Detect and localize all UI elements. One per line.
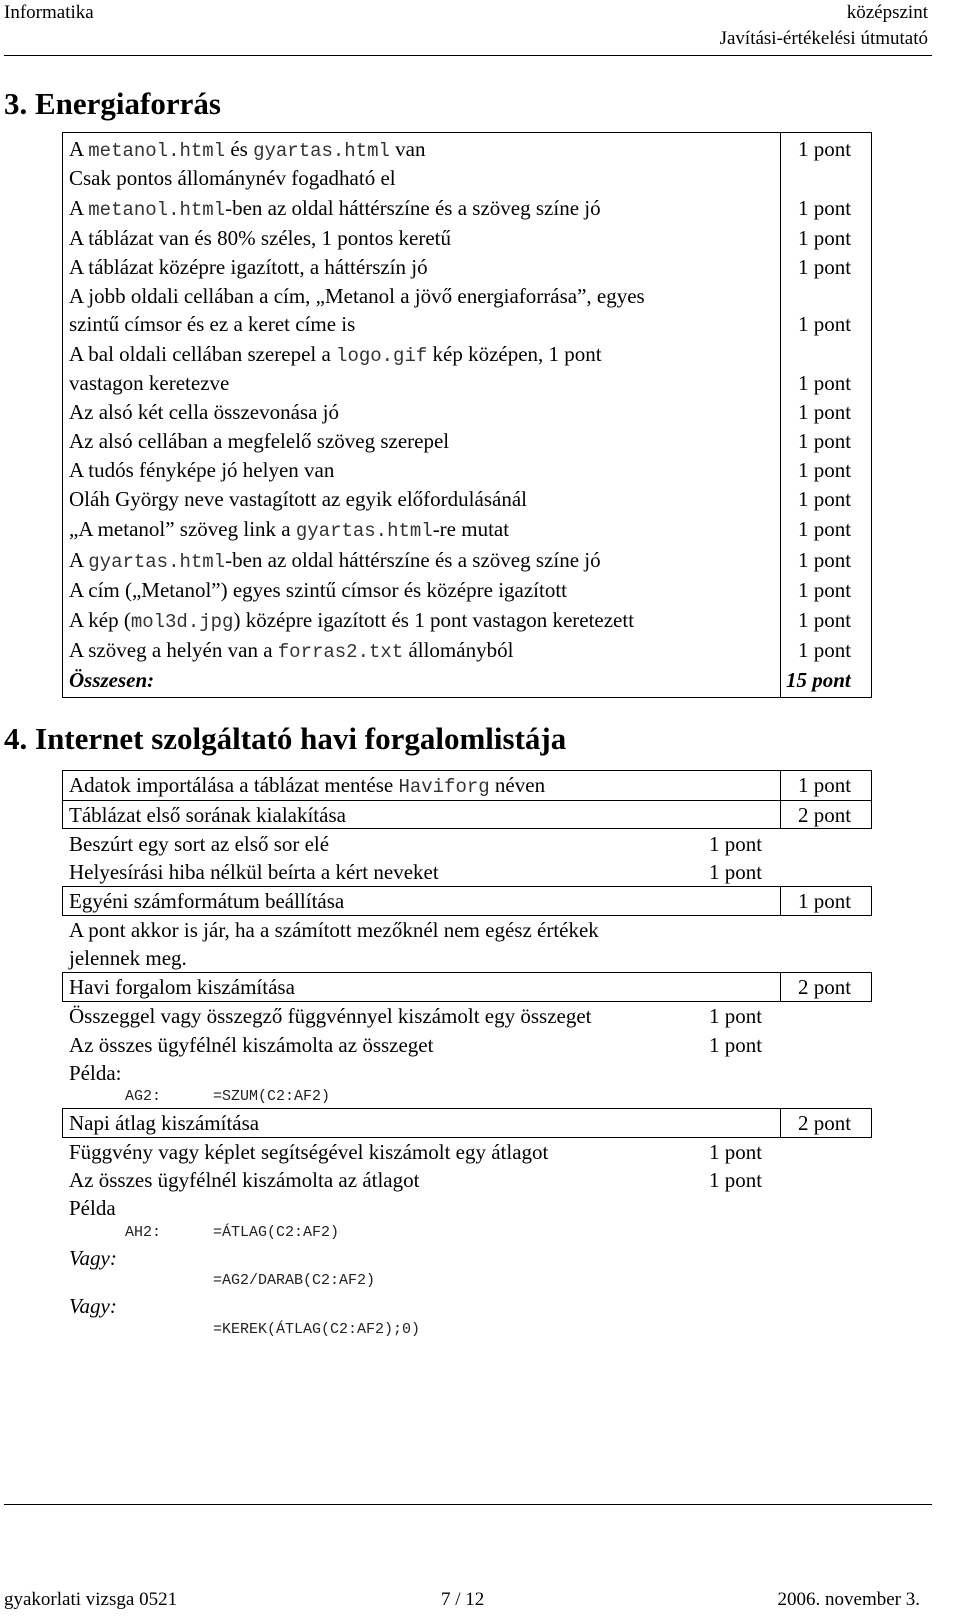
criterion-row: A metanol.html-ben az oldal háttérszíne és a szöveg színe jó: [69, 196, 601, 221]
criterion-row: Az alsó cellában a megfelelő szöveg szerepel: [69, 429, 450, 453]
criterion-row: A táblázat van és 80% széles, 1 pontos keretű: [69, 226, 451, 250]
footer-date: 2006. november 3.: [777, 1589, 920, 1610]
criterion-points: 1 pont: [798, 226, 852, 250]
criterion-points: 1 pont: [798, 371, 852, 395]
criterion-points: 1 pont: [798, 255, 852, 279]
criterion-points: 1 pont: [798, 548, 852, 572]
subtask-row: Függvény vagy képlet segítségével kiszámolt egy átlagot: [69, 1140, 549, 1164]
criterion-points: 1 pont: [798, 487, 852, 511]
header-rule: [4, 55, 932, 56]
section-3-title: 3. Energiaforrás: [4, 86, 221, 121]
section-3-table-divider: [780, 132, 781, 698]
criterion-row: A szöveg a helyén van a forras2.txt állományból: [69, 638, 514, 663]
criterion-points: 1 pont: [798, 312, 852, 336]
task-monthly-traffic: Havi forgalom kiszámítása: [69, 975, 295, 999]
subtask-points: 1 pont: [709, 1168, 763, 1192]
criterion-row: A cím („Metanol”) egyes szintű címsor és középre igazított: [69, 578, 568, 602]
example-label: Példa:: [69, 1061, 122, 1085]
task-note: A pont akkor is jár, ha a számított mezőknél nem egész értékek: [69, 918, 599, 942]
alternative-label: Vagy:: [69, 1294, 117, 1318]
criterion-points: 1 pont: [798, 578, 852, 602]
criterion-points: 1 pont: [798, 400, 852, 424]
section-4-title: 4. Internet szolgáltató havi forgalomlistája: [4, 721, 567, 756]
criterion-points: 1 pont: [798, 638, 852, 662]
criterion-row: „A metanol” szöveg link a gyartas.html-re mutat: [69, 517, 510, 542]
subtask-points: 1 pont: [709, 832, 763, 856]
total-points: 15 pont: [786, 668, 851, 692]
task-points: 1 pont: [798, 773, 852, 797]
criterion-points: 1 pont: [798, 517, 852, 541]
criterion-row: A bal oldali cellában szerepel a logo.gif kép középen, 1 pont: [69, 342, 602, 367]
subtask-row: Az összes ügyfélnél kiszámolta az összeget: [69, 1033, 434, 1057]
total-label: Összesen:: [69, 668, 155, 692]
criterion-row: A táblázat középre igazított, a háttérszín jó: [69, 255, 428, 279]
subtask-row: Összeggel vagy összegző függvénnyel kiszámolt egy összeget: [69, 1004, 592, 1028]
criterion-row-continued: szintű címsor és ez a keret címe is: [69, 312, 356, 336]
subtask-row: Beszúrt egy sort az első sor elé: [69, 832, 330, 856]
footer-exam: gyakorlati vizsga 0521: [4, 1589, 178, 1610]
task-box-divider: [780, 770, 781, 829]
task-import: Adatok importálása a táblázat mentése Haviforg néven: [69, 773, 546, 798]
subtask-points: 1 pont: [709, 1140, 763, 1164]
footer-rule: [4, 1504, 932, 1505]
example-formula: =SZUM(C2:AF2): [213, 1088, 331, 1105]
criterion-row: A kép (mol3d.jpg) középre igazított és 1 pont vastagon keretezett: [69, 608, 635, 633]
header-level: középszint: [846, 2, 928, 23]
criterion-row: Oláh György neve vastagított az egyik előfordulásánál: [69, 487, 527, 511]
criterion-row: A jobb oldali cellában a cím, „Metanol a jövő energiaforrása”, egyes: [69, 284, 645, 308]
task-points: 1 pont: [798, 889, 852, 913]
task-box-divider: [780, 972, 781, 1002]
subtask-row: Helyesírási hiba nélkül beírta a kért neveket: [69, 860, 439, 884]
criterion-points: 1 pont: [798, 196, 852, 220]
criterion-points: 1 pont: [798, 429, 852, 453]
criterion-row: A metanol.html és gyartas.html van: [69, 137, 426, 162]
criterion-row: Az alsó két cella összevonása jó: [69, 400, 339, 424]
criterion-row: A tudós fényképe jó helyen van: [69, 458, 335, 482]
example-cell: AH2:: [125, 1224, 162, 1241]
task-note-continued: jelennek meg.: [69, 946, 187, 970]
example-formula: =ÁTLAG(C2:AF2): [213, 1224, 340, 1241]
task-number-format: Egyéni számformátum beállítása: [69, 889, 345, 913]
task-points: 2 pont: [798, 803, 852, 827]
criterion-points: 1 pont: [798, 458, 852, 482]
example-formula: =KEREK(ÁTLAG(C2:AF2);0): [213, 1321, 421, 1338]
example-label: Példa: [69, 1196, 116, 1220]
example-cell: AG2:: [125, 1088, 162, 1105]
task-points: 2 pont: [798, 1111, 852, 1135]
task-box-separator: [62, 800, 872, 801]
example-formula: =AG2/DARAB(C2:AF2): [213, 1272, 376, 1289]
task-points: 2 pont: [798, 975, 852, 999]
criterion-points: 1 pont: [798, 608, 852, 632]
criterion-points: 1 pont: [798, 137, 852, 161]
subtask-points: 1 pont: [709, 1004, 763, 1028]
criterion-row-continued: vastagon keretezve: [69, 371, 230, 395]
subtask-points: 1 pont: [709, 1033, 763, 1057]
subtask-row: Az összes ügyfélnél kiszámolta az átlagot: [69, 1168, 420, 1192]
criterion-note: Csak pontos állománynév fogadható el: [69, 166, 396, 190]
task-first-row: Táblázat első sorának kialakítása: [69, 803, 346, 827]
footer-page-number: 7 / 12: [441, 1589, 485, 1610]
task-box-divider: [780, 1108, 781, 1138]
alternative-label: Vagy:: [69, 1246, 117, 1270]
header-guide-title: Javítási-értékelési útmutató: [719, 28, 928, 49]
criterion-row: A gyartas.html-ben az oldal háttérszíne és a szöveg színe jó: [69, 548, 601, 573]
subtask-points: 1 pont: [709, 860, 763, 884]
task-box-divider: [780, 886, 781, 916]
header-subject: Informatika: [4, 2, 94, 23]
task-daily-average: Napi átlag kiszámítása: [69, 1111, 260, 1135]
